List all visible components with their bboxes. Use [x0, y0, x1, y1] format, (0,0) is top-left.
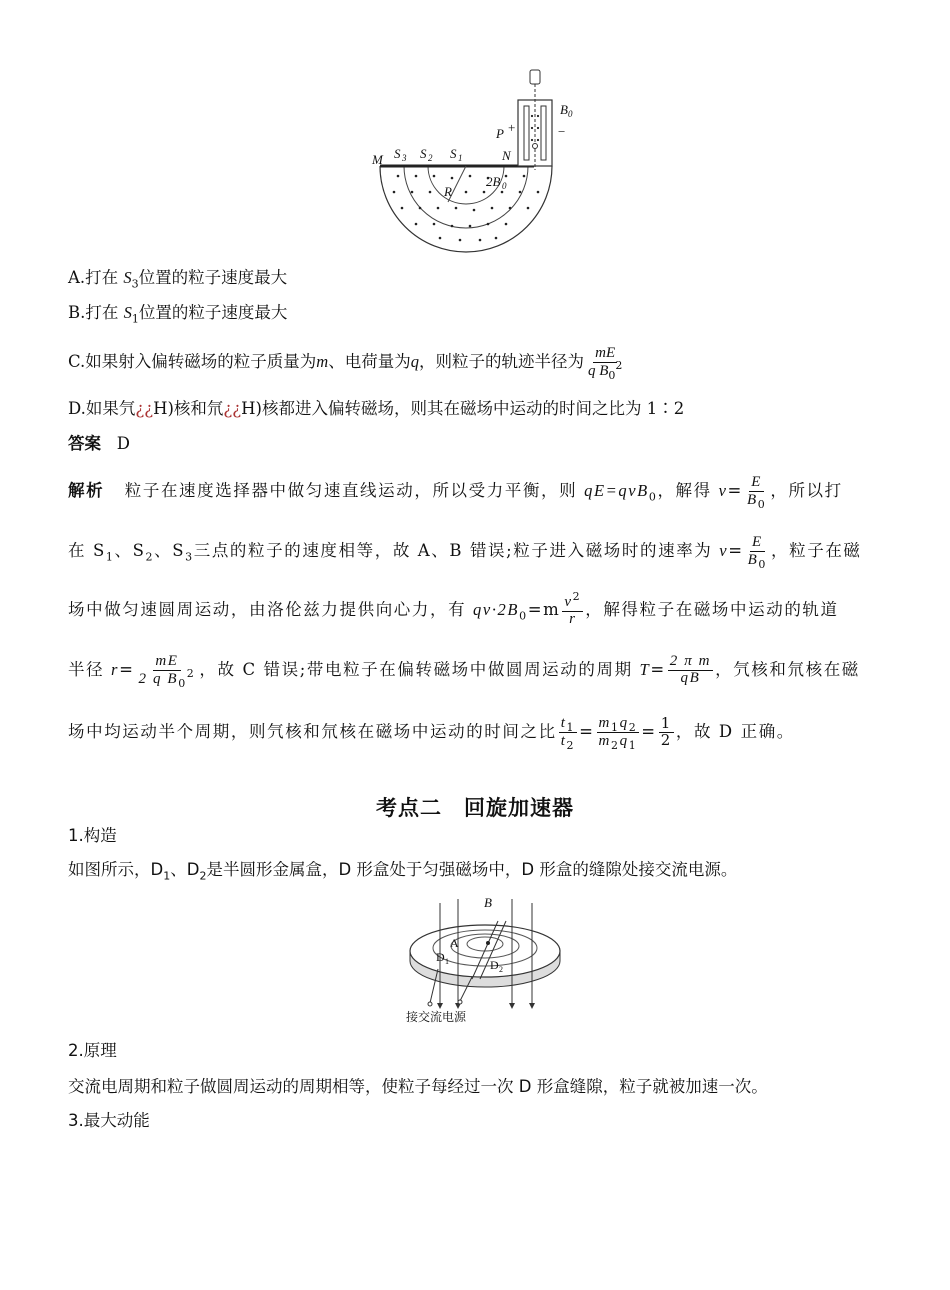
label-B0: B — [560, 102, 568, 117]
cyclotron-caption: 接交流电源 — [406, 1010, 467, 1024]
cyclotron-label-B: B — [484, 895, 492, 910]
label-S2: S — [420, 146, 427, 161]
label-2B0: 2B — [486, 174, 501, 189]
label-B0-sub: 0 — [568, 109, 573, 119]
label-P: P — [496, 126, 504, 141]
label-S1-sub: 1 — [458, 153, 463, 163]
subsection-1-title: 1.构造 — [68, 826, 117, 845]
label-M: M — [372, 152, 383, 167]
analysis-line-5: 场中均运动半个周期，则氕核和氘核在磁场中运动的时间之比 $\frac{t_1}{t_2}$ = $\frac{m_1q_2}{m_2q_1}$ = $\frac{1}{2}$ ，故 D 正确。 — [68, 714, 795, 752]
analysis-line-4: 半径 r= $\frac{mE}{2 q B_0^2}$ ，故 C 错误;带电粒子在偏转磁场中做圆周运动的周期 T= $\frac{\text{2 π m}}{qB}$ ，氕核和氘核在磁 — [68, 652, 860, 690]
mass-spectrometer-diagram — [368, 66, 588, 256]
analysis-line-2: 在 $S_1$、$S_2$、$S_3$三点的粒子的速度相等，故 A、B 错误;粒子进入磁场时的速率为 v= $\frac{E}{B_0}$ ，粒子在磁 — [68, 533, 862, 571]
section-title: 考点二 回旋加速器 — [376, 796, 574, 820]
label-S1: S — [450, 146, 457, 161]
option-d: D.如果氕¿¿H)核和氘¿¿H)核都进入偏转磁场，则其在磁场中运动的时间之比为 1∶2 — [68, 399, 685, 418]
option-b: B.打在 $S_1$位置的粒子速度最大 — [68, 303, 288, 326]
label-minus: − — [558, 124, 566, 139]
subsection-3-title: 3.最大动能 — [68, 1111, 150, 1130]
radius-fraction: $\frac{mE}{q B_0^2}$ — [587, 344, 623, 382]
cyclotron-diagram — [400, 893, 570, 1028]
cyclotron-label-A: A — [450, 936, 459, 950]
cyclotron-label-D2-sub: 2 — [499, 965, 503, 974]
cyclotron-label-D1: D — [436, 950, 445, 964]
subsection-2-body: 交流电周期和粒子做圆周运动的周期相等，使粒子每经过一次 D 形盒缝隙，粒子就被加速一次。 — [68, 1077, 768, 1096]
option-a: A.打在 $S_3$位置的粒子速度最大 — [68, 268, 288, 291]
label-N: N — [502, 148, 511, 163]
analysis-line-1: 解析 粒子在速度选择器中做匀速直线运动，所以受力平衡，则 qE=qvB$_0$，解得 v= $\frac{E}{B_0}$ ，所以打 — [68, 473, 843, 511]
label-2B0-sub: 0 — [502, 181, 507, 191]
mass-spectrometer-figure — [368, 66, 588, 256]
option-c: C.如果射入偏转磁场的粒子质量为m、电荷量为q，则粒子的轨迹半径为 $\frac{mE}{q B_0^2}$ — [68, 344, 623, 382]
cyclotron-label-D1-sub: 1 — [445, 957, 449, 966]
label-S2-sub: 2 — [428, 153, 433, 163]
answer: 答案 D — [68, 434, 130, 453]
cyclotron-label-D2: D — [490, 958, 499, 972]
cyclotron-figure — [400, 893, 570, 1028]
label-plus: + — [508, 120, 516, 135]
subsection-2-title: 2.原理 — [68, 1041, 117, 1060]
label-S3-sub: 3 — [402, 153, 407, 163]
analysis-line-3: 场中做匀速圆周运动，由洛伦兹力提供向心力，有 $qv\cdot 2B_0=m$ $\frac{v^2}{r}$ ，解得粒子在磁场中运动的轨道 — [68, 589, 839, 627]
label-R: R — [444, 184, 452, 199]
label-S3: S — [394, 146, 401, 161]
subsection-1-body: 如图所示，$D_1$、$D_2$是半圆形金属盒，D 形盒处于匀强磁场中，D 形盒的缝隙处接交流电源。 — [68, 860, 738, 883]
